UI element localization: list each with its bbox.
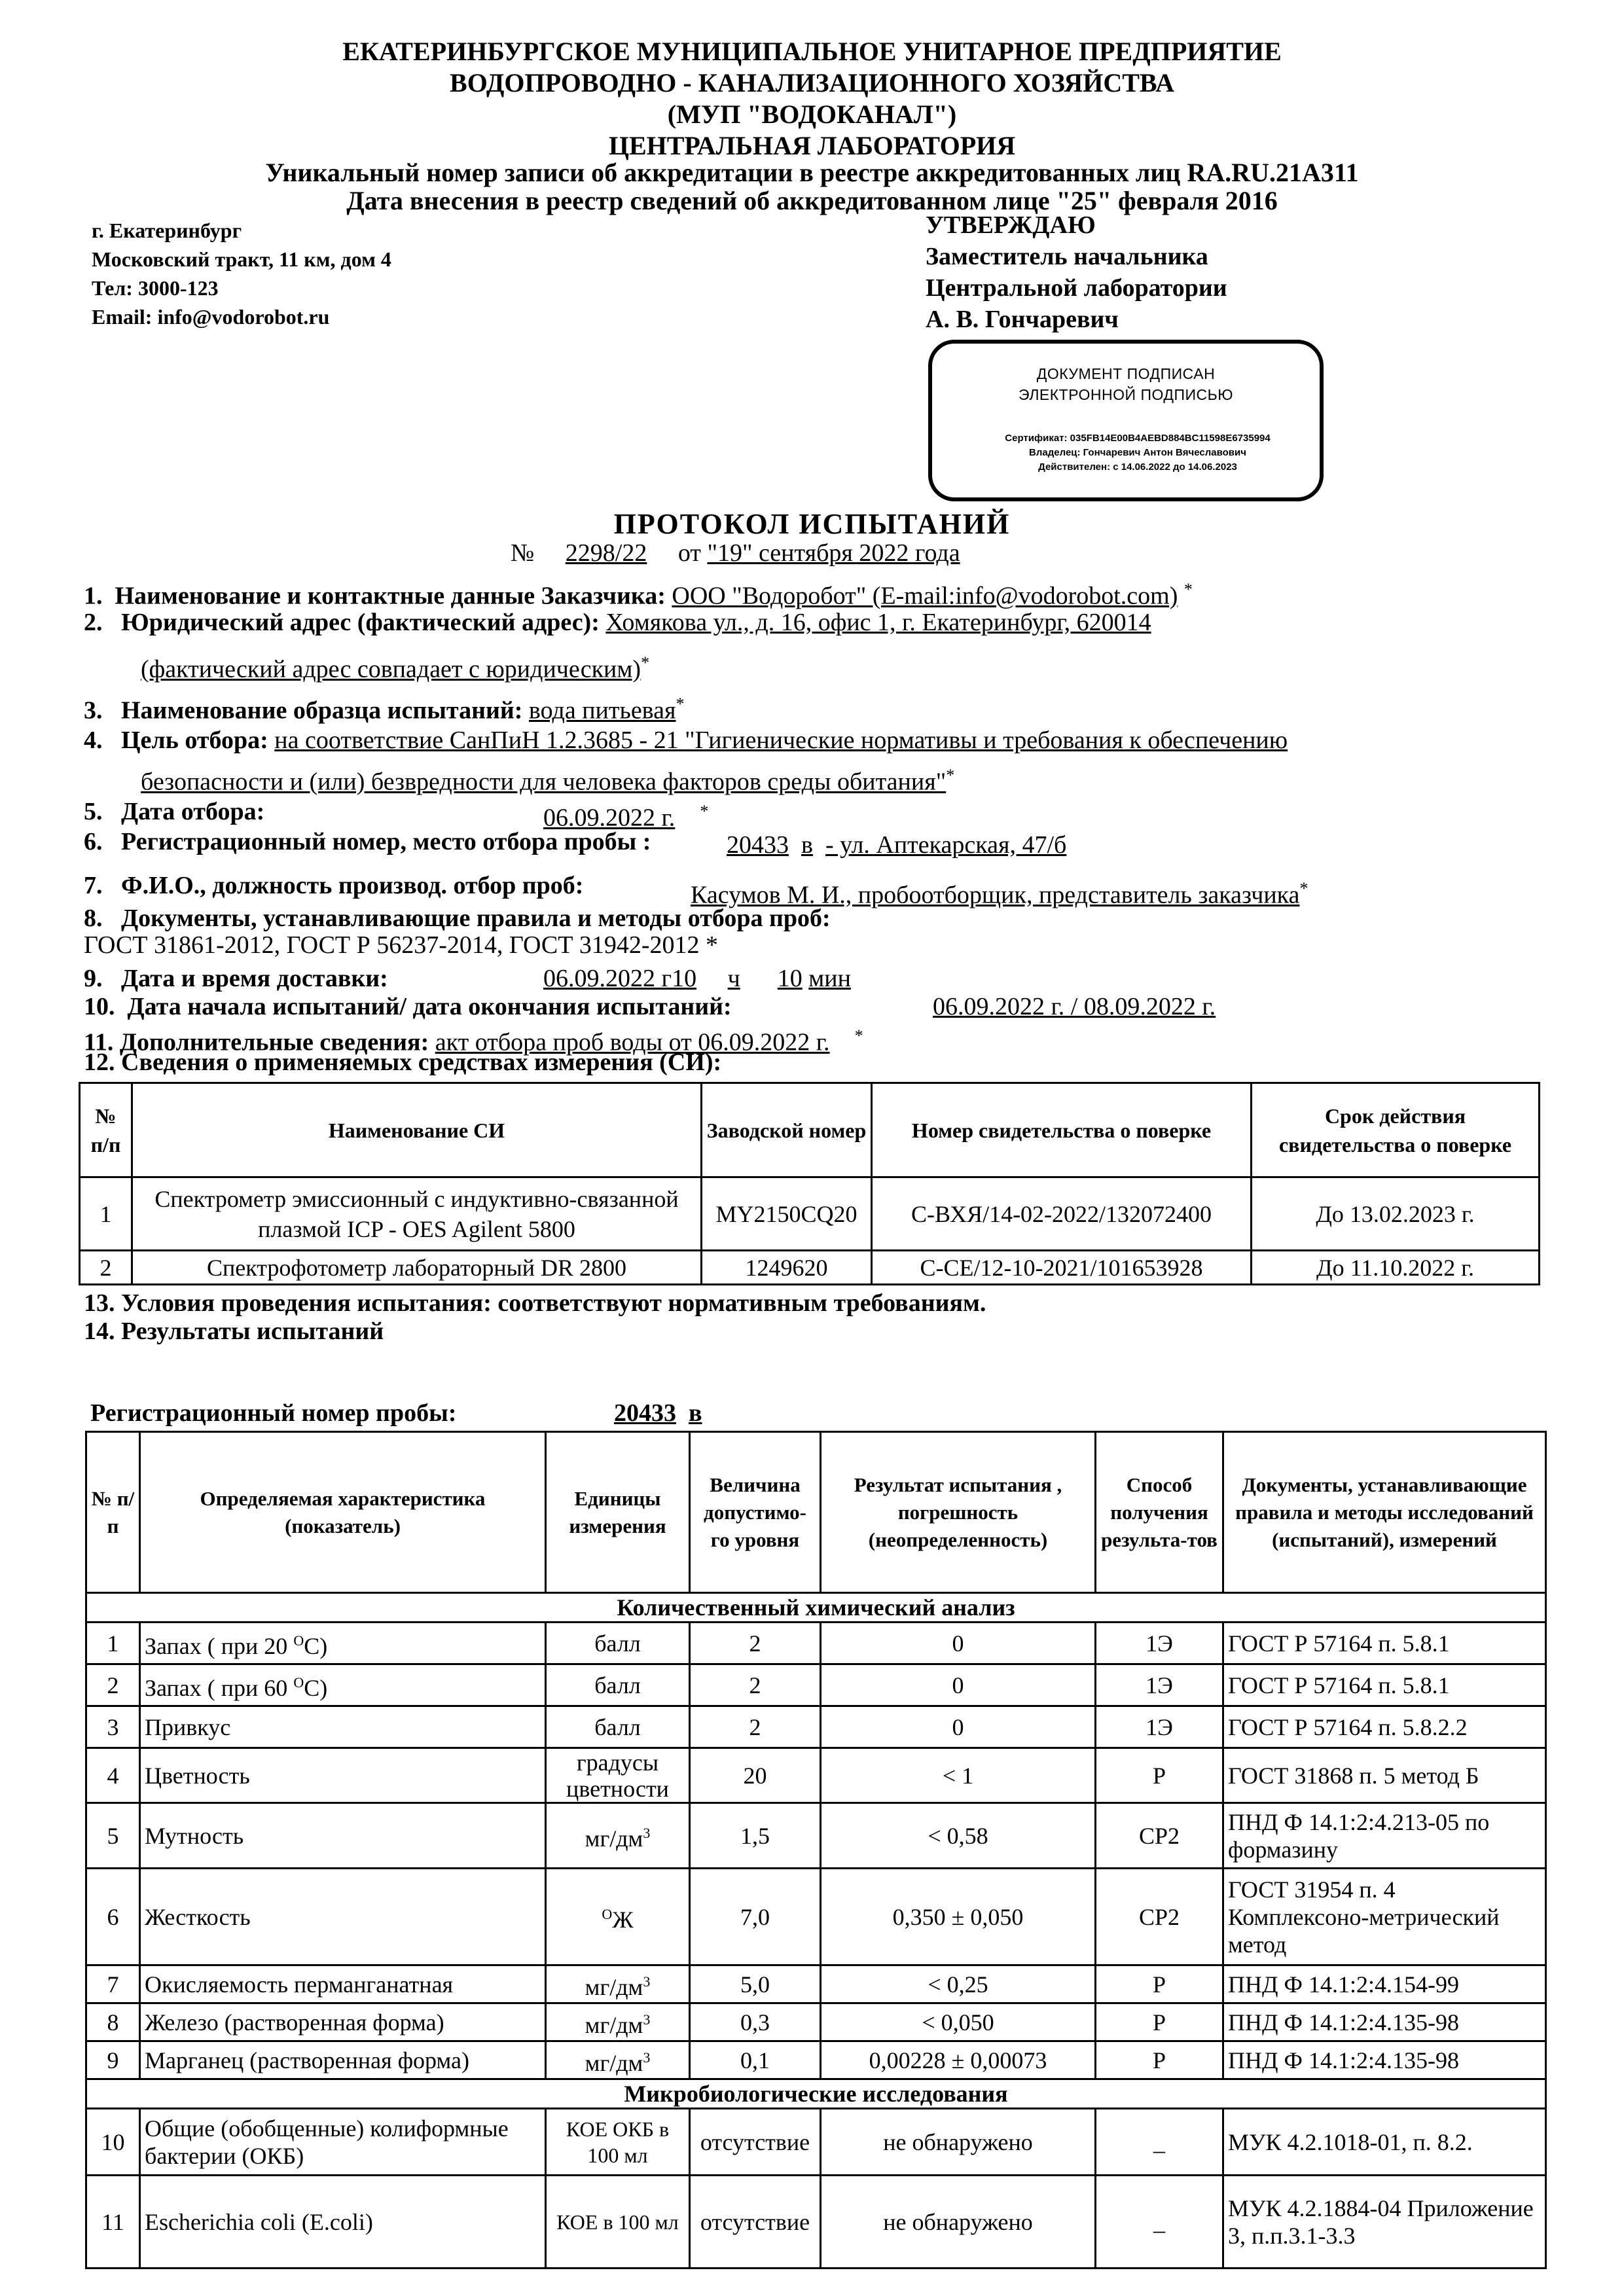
table-cell: КОЕ ОКБ в 100 мл [546, 2109, 690, 2176]
table-cell: Мутность [140, 1803, 546, 1869]
text-fragment: Запах ( при 60 [145, 1674, 294, 1701]
text-fragment: 4. [84, 726, 103, 754]
text-fragment: Дополнительные сведения: [119, 1028, 429, 1056]
table-cell: 3 [86, 1706, 140, 1748]
reg-number-line [90, 1398, 456, 1428]
legal-address-value: Хомякова ул., д. 16, офис 1, г. Екатеринбург, 620014 [605, 609, 1151, 636]
table-cell: 0,1 [690, 2041, 821, 2079]
text-fragment: мг/дм [585, 2011, 643, 2038]
text-fragment: ч [727, 965, 740, 992]
approval-position2: Центральной лаборатории [926, 274, 1227, 302]
section-chemical: Количественный химический анализ [86, 1593, 1546, 1623]
item-sample-name [84, 689, 684, 726]
item-purpose [84, 725, 1288, 755]
table-row [86, 1623, 1546, 1664]
text-fragment: 10. [84, 993, 115, 1020]
text-fragment: 2. [84, 609, 103, 636]
si-header: Номер свидетельства о поверке [872, 1083, 1252, 1177]
text-fragment: Дата и время доставки: [121, 965, 388, 992]
text-fragment: Наименование и контактные данные Заказчика: [115, 582, 666, 610]
e-signature-stamp [928, 340, 1324, 501]
table-cell: 1Э [1096, 1623, 1223, 1664]
table-cell: 10 [86, 2109, 140, 2176]
table-cell: Жесткость [140, 1869, 546, 1965]
item-actual-address [141, 648, 649, 685]
text-fragment: 5. [84, 798, 103, 825]
table-cell: СР2 [1096, 1803, 1223, 1869]
si-header: Заводской номер [702, 1083, 872, 1177]
contacts-block [92, 216, 391, 331]
table-cell: ГОСТ 31868 п. 5 метод Б [1223, 1748, 1546, 1803]
table-cell: 7,0 [690, 1869, 821, 1965]
table-cell: До 13.02.2023 г. [1252, 1177, 1540, 1251]
text-fragment: Ф.И.О., должность производ. отбор проб: [121, 872, 584, 899]
results-header: Результат испытания , погрешность (неопределенность) [821, 1432, 1096, 1593]
item-sampler [84, 870, 583, 901]
text-fragment: в [689, 1399, 702, 1427]
text-fragment: 8. [84, 905, 103, 932]
table-cell: Общие (обобщенные) колиформные бактерии (ОКБ) [140, 2109, 546, 2176]
text-fragment: Регистрационный номер пробы: [90, 1399, 457, 1427]
text-fragment: 06.09.2022 г [543, 965, 672, 992]
table-cell: 1 [86, 1623, 140, 1664]
item-test-dates [84, 992, 732, 1022]
table-cell: балл [546, 1664, 690, 1706]
table-cell [546, 1965, 690, 2003]
text-fragment: O [293, 1674, 304, 1691]
text-fragment: 12. [84, 1049, 115, 1076]
table-cell: 9 [86, 2041, 140, 2079]
text-fragment: - ул. Аптекарская, 47/б [825, 831, 1067, 859]
text-fragment: Юридический адрес (фактический адрес): [121, 609, 600, 636]
table-cell: 1 [80, 1177, 132, 1251]
item-customer [84, 575, 1193, 611]
text-fragment: Дата начала испытаний/ дата окончания испытаний: [127, 993, 732, 1020]
table-row [86, 2176, 1546, 2269]
text-fragment: Запах ( при 20 [145, 1632, 294, 1659]
si-header: № п/п [80, 1083, 132, 1177]
approval-title: УТВЕРЖДАЮ [926, 211, 1096, 239]
table-cell: 5 [86, 1803, 140, 1869]
text-fragment: * [854, 1026, 863, 1045]
table-cell: 1249620 [702, 1251, 872, 1285]
item-purpose-cont [141, 761, 954, 797]
stamp-validity: Действителен: с 14.06.2022 до 14.06.2023 [1038, 461, 1237, 473]
table-cell: < 0,25 [821, 1965, 1096, 2003]
table-cell: MY2150CQ20 [702, 1177, 872, 1251]
table-cell: не обнаружено [821, 2109, 1096, 2176]
text-fragment: мг/дм [585, 2049, 643, 2076]
text-fragment: O [293, 1632, 304, 1649]
table-cell: 20 [690, 1748, 821, 1803]
text-fragment: Регистрационный номер, место отбора пробы : [121, 828, 651, 855]
table-cell: МУК 4.2.1018-01, п. 8.2. [1223, 2109, 1546, 2176]
table-cell: ПНД Ф 14.1:2:4.154-99 [1223, 1965, 1546, 2003]
protocol-title: ПРОТОКОЛ ИСПЫТАНИЙ [613, 508, 1011, 540]
table-cell: Спектрофотометр лабораторный DR 2800 [132, 1251, 702, 1285]
item-sampling-docs [84, 903, 831, 933]
sample-name-value: вода питьевая [528, 696, 676, 725]
table-cell: 1Э [1096, 1664, 1223, 1706]
table-cell: < 0,58 [821, 1803, 1096, 1869]
table-cell: 4 [86, 1748, 140, 1803]
text-fragment: 1. [84, 582, 103, 610]
text-fragment: 06.09.2022 г. [543, 804, 676, 832]
protocol-number-line [511, 539, 960, 567]
table-cell: Окисляемость перманганатная [140, 1965, 546, 2003]
org-short: (МУП "ВОДОКАНАЛ") [667, 99, 957, 129]
org-subname: ВОДОПРОВОДНО - КАНАЛИЗАЦИОННОГО ХОЗЯЙСТВА [450, 68, 1174, 98]
results-header: Документы, устанавливающие правила и методы исследований (испытаний), измерений [1223, 1432, 1546, 1593]
table-cell: С-ВХЯ/14-02-2022/132072400 [872, 1177, 1252, 1251]
table-cell: Железо (растворенная форма) [140, 2003, 546, 2041]
text-fragment: мг/дм [585, 1825, 643, 1852]
table-cell: отсутствие [690, 2176, 821, 2269]
protocol-date-label: от [677, 539, 701, 567]
text-fragment: мин [808, 965, 851, 992]
text-fragment: Наименование образца испытаний: [121, 696, 523, 725]
table-cell [140, 1623, 546, 1664]
item-results: 14. Результаты испытаний [84, 1318, 384, 1345]
text-fragment: 10 [777, 965, 803, 992]
accreditation-line: Уникальный номер записи об аккредитации в реестре аккредитованных лиц RA.RU.21А311 [265, 158, 1359, 187]
text-fragment: Ж [612, 1906, 634, 1933]
table-cell: ПНД Ф 14.1:2:4.213-05 по формазину [1223, 1803, 1546, 1869]
text-fragment: 3 [643, 1824, 651, 1841]
table-cell: 1Э [1096, 1706, 1223, 1748]
results-header: Способ получения результа-тов [1096, 1432, 1223, 1593]
purpose-value: на соответствие СанПиН 1.2.3685 - 21 "Гигиенические нормативы и требования к обеспечению [274, 726, 1288, 754]
table-row [86, 1869, 1546, 1965]
text-fragment: 3 [643, 2011, 651, 2028]
text-fragment: мг/дм [585, 1973, 643, 2000]
table-cell: ГОСТ 31954 п. 4 Комплексоно-метрический метод [1223, 1869, 1546, 1965]
text-fragment: Касумов М. И., пробоотборщик, представитель заказчика [691, 881, 1300, 909]
item-legal-address [84, 607, 1151, 637]
text-fragment: 20433 [614, 1399, 676, 1427]
text-fragment: в [801, 831, 813, 859]
table-cell: 11 [86, 2176, 140, 2269]
stamp-owner: Владелец: Гончаревич Антон Вячеславович [1029, 447, 1246, 458]
table-cell: 5,0 [690, 1965, 821, 2003]
table-cell: 8 [86, 2003, 140, 2041]
table-cell: ГОСТ Р 57164 п. 5.8.1 [1223, 1664, 1546, 1706]
item-sampling-date [84, 797, 264, 827]
text-fragment: 3. [84, 696, 103, 725]
si-header: Наименование СИ [132, 1083, 702, 1177]
table-cell: ГОСТ Р 57164 п. 5.8.2.2 [1223, 1706, 1546, 1748]
table-cell: 2 [690, 1664, 821, 1706]
table-cell [140, 1664, 546, 1706]
item-si [84, 1047, 721, 1077]
text-fragment: 3 [643, 2049, 651, 2066]
text-fragment: 9. [84, 965, 103, 992]
table-cell: ГОСТ Р 57164 п. 5.8.1 [1223, 1623, 1546, 1664]
text-fragment: * [676, 694, 685, 713]
table-cell: Р [1096, 2041, 1223, 2079]
table-cell: < 0,050 [821, 2003, 1096, 2041]
sampling-docs-value: ГОСТ 31861-2012, ГОСТ Р 56237-2014, ГОСТ 31942-2012 * [84, 931, 719, 959]
table-cell: Привкус [140, 1706, 546, 1748]
item-conditions: 13. Условия проведения испытания: соответствуют нормативным требованиям. [84, 1289, 986, 1317]
text-fragment: 06.09.2022 г. / 08.09.2022 г. [933, 993, 1216, 1020]
table-cell: ПНД Ф 14.1:2:4.135-98 [1223, 2003, 1546, 2041]
table-row [86, 2109, 1546, 2176]
si-header: Срок действия свидетельства о поверке [1252, 1083, 1540, 1177]
table-cell [546, 1869, 690, 1965]
table-cell [546, 2003, 690, 2041]
table-cell: До 11.10.2022 г. [1252, 1251, 1540, 1285]
delivery-value [543, 963, 851, 994]
text-fragment: Дата отбора: [121, 798, 265, 825]
table-cell: 0 [821, 1706, 1096, 1748]
table-cell: 2 [86, 1664, 140, 1706]
table-cell: градусы цветности [546, 1748, 690, 1803]
table-cell: ПНД Ф 14.1:2:4.135-98 [1223, 2041, 1546, 2079]
table-cell: 6 [86, 1869, 140, 1965]
text-fragment: C) [304, 1632, 328, 1659]
text-fragment: * [641, 653, 650, 672]
item-registration [84, 827, 651, 857]
table-cell: не обнаружено [821, 2176, 1096, 2269]
lab-name: ЦЕНТРАЛЬНАЯ ЛАБОРАТОРИЯ [608, 131, 1016, 160]
approval-name: А. В. Гончаревич [926, 306, 1119, 333]
protocol-date: "19" сентября 2022 года [707, 539, 960, 567]
table-cell: _ [1096, 2176, 1223, 2269]
contact-city: г. Екатеринбург [92, 219, 242, 242]
table-cell: < 1 [821, 1748, 1096, 1803]
table-cell [546, 1803, 690, 1869]
results-header: № п/п [86, 1432, 140, 1593]
table-cell: СР2 [1096, 1869, 1223, 1965]
table-cell: МУК 4.2.1884-04 Приложение 3, п.п.3.1-3.3 [1223, 2176, 1546, 2269]
table-cell: Цветность [140, 1748, 546, 1803]
text-fragment: 6. [84, 828, 103, 855]
text-fragment: C) [304, 1674, 328, 1701]
table-cell: 2 [690, 1706, 821, 1748]
text-fragment: Документы, устанавливающие правила и методы отбора проб: [121, 905, 831, 932]
table-cell: 0,3 [690, 2003, 821, 2041]
text-fragment: 20433 [727, 831, 789, 859]
org-name: ЕКАТЕРИНБУРГСКОЕ МУНИЦИПАЛЬНОЕ УНИТАРНОЕ ПРЕДПРИЯТИЕ [342, 37, 1282, 66]
section-micro: Микробиологические исследования [86, 2079, 1546, 2109]
reg-number-value [614, 1398, 702, 1428]
text-fragment: * [1183, 580, 1193, 599]
additional-value: акт отбора проб воды от 06.09.2022 г. [435, 1028, 830, 1056]
text-fragment: O [602, 1905, 613, 1922]
text-fragment: * [700, 802, 709, 821]
table-cell: 0 [821, 1623, 1096, 1664]
table-cell: Спектрометр эмиссионный с индуктивно-связанной плазмой ICP - OES Agilent 5800 [132, 1177, 702, 1251]
item-delivery [84, 963, 388, 994]
results-table [85, 1431, 1547, 2269]
text-fragment: * [946, 766, 955, 785]
table-row [86, 1706, 1546, 1748]
contact-phone: Тел: 3000-123 [92, 276, 219, 300]
table-cell: Р [1096, 1748, 1223, 1803]
text-fragment: Сведения о применяемых средствах измерения (СИ): [121, 1049, 722, 1076]
table-cell: Р [1096, 2003, 1223, 2041]
table-cell: 0 [821, 1664, 1096, 1706]
registry-date-line: Дата внесения в реестр сведений об аккредитованном лице "25" февраля 2016 [346, 186, 1278, 215]
table-row [86, 1803, 1546, 1869]
customer-value: ООО "Водоробот" (E-mail:info@vodorobot.com) [672, 582, 1178, 610]
contact-email[interactable]: Email: info@vodorobot.ru [92, 305, 330, 329]
text-fragment: * [1299, 879, 1308, 898]
approval-position1: Заместитель начальника [926, 243, 1208, 270]
table-row [80, 1251, 1540, 1285]
table-cell: Escherichia coli (E.coli) [140, 2176, 546, 2269]
table-cell [546, 2041, 690, 2079]
table-cell: балл [546, 1623, 690, 1664]
table-row [86, 2041, 1546, 2079]
table-cell: 2 [80, 1251, 132, 1285]
table-cell: 2 [690, 1623, 821, 1664]
contact-address: Московский тракт, 11 км, дом 4 [92, 247, 391, 271]
results-header: Величина допустимо-го уровня [690, 1432, 821, 1593]
registration-value [727, 830, 1066, 860]
table-cell: балл [546, 1706, 690, 1748]
table-cell: С-СЕ/12-10-2021/101653928 [872, 1251, 1252, 1285]
text-fragment: Цель отбора: [121, 726, 268, 754]
table-cell: 1,5 [690, 1803, 821, 1869]
text-fragment: безопасности и (или) безвредности для человека факторов среды обитания" [141, 768, 947, 796]
number-sign: № [511, 539, 535, 567]
text-fragment: 11. [84, 1028, 114, 1056]
table-row [86, 1748, 1546, 1803]
protocol-number: 2298/22 [565, 539, 647, 567]
test-dates-value [933, 992, 1216, 1022]
table-row [80, 1177, 1540, 1251]
table-cell: Марганец (растворенная форма) [140, 2041, 546, 2079]
table-cell: _ [1096, 2109, 1223, 2176]
stamp-certificate: Сертификат: 035FB14E00B4AEBD884BC11598E6735994 [1005, 433, 1271, 444]
table-cell: 0,00228 ± 0,00073 [821, 2041, 1096, 2079]
table-cell: КОЕ в 100 мл [546, 2176, 690, 2269]
text-fragment: 3 [643, 1973, 651, 1990]
results-header: Единицы измерения [546, 1432, 690, 1593]
stamp-line1: ДОКУМЕНТ ПОДПИСАН [1036, 365, 1216, 382]
table-cell: 7 [86, 1965, 140, 2003]
text-fragment: (фактический адрес совпадает с юридическим) [141, 655, 641, 683]
table-cell: отсутствие [690, 2109, 821, 2176]
si-table [79, 1082, 1540, 1285]
table-row [86, 1664, 1546, 1706]
results-header: Определяемая характеристика (показатель) [140, 1432, 546, 1593]
table-row [86, 2003, 1546, 2041]
stamp-line2: ЭЛЕКТРОННОЙ ПОДПИСЬЮ [1019, 386, 1233, 403]
table-cell: Р [1096, 1965, 1223, 2003]
table-cell: 0,350 ± 0,050 [821, 1869, 1096, 1965]
table-row [86, 1965, 1546, 2003]
text-fragment: 7. [84, 872, 103, 899]
text-fragment: 10 [672, 965, 697, 992]
approval-block [926, 209, 1227, 335]
